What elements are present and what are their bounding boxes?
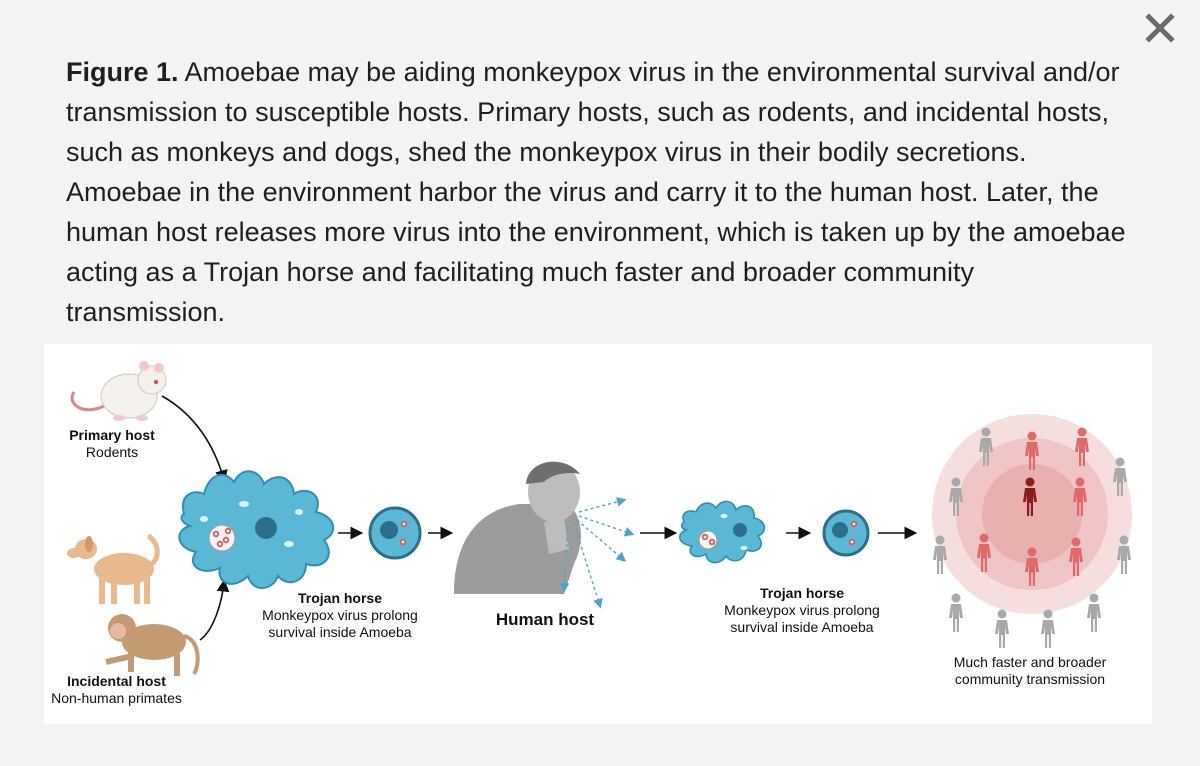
figure-label: Figure 1. xyxy=(66,57,179,87)
figure-diagram xyxy=(44,344,1152,724)
caption-text: Amoebae may be aiding monkeypox virus in the environmental survival and/or transmission to susceptible hosts. Primary hosts, such as rodents, and incidental hosts, such as monkeys and dogs, shed the monkeypox virus in their bodily secretions. Amoebae in the environment harbor the virus and carry it to the human host. Later, the human host releases more virus into the environment, which is taken up by the amoebae acting as a Trojan horse and facilitating much faster and broader community transmission. xyxy=(66,57,1126,327)
primary-host-label: Primary host Rodents xyxy=(69,427,155,460)
trojan-horse-label-2: Trojan horse Monkeypox virus prolong survival inside Amoeba xyxy=(724,585,880,635)
amoeba-large xyxy=(179,471,333,588)
amoeba-small xyxy=(680,501,765,562)
human-host-label: Human host xyxy=(495,610,595,629)
monkey-illustration xyxy=(106,614,198,676)
community-transmission-label: Much faster and broader community transmission xyxy=(953,654,1107,687)
trojan-horse-label-1: Trojan horse Monkeypox virus prolong survival inside Amoeba xyxy=(262,590,418,640)
incidental-host-label: Incidental host Non-human primates xyxy=(51,673,182,706)
amoeba-cyst-2 xyxy=(824,511,868,555)
close-icon[interactable] xyxy=(1144,12,1176,44)
rat-illustration xyxy=(72,361,166,421)
dog-illustration xyxy=(67,536,157,604)
figure-caption xyxy=(66,52,1136,332)
amoeba-cyst xyxy=(370,508,420,558)
human-host-illustration xyxy=(454,462,581,594)
